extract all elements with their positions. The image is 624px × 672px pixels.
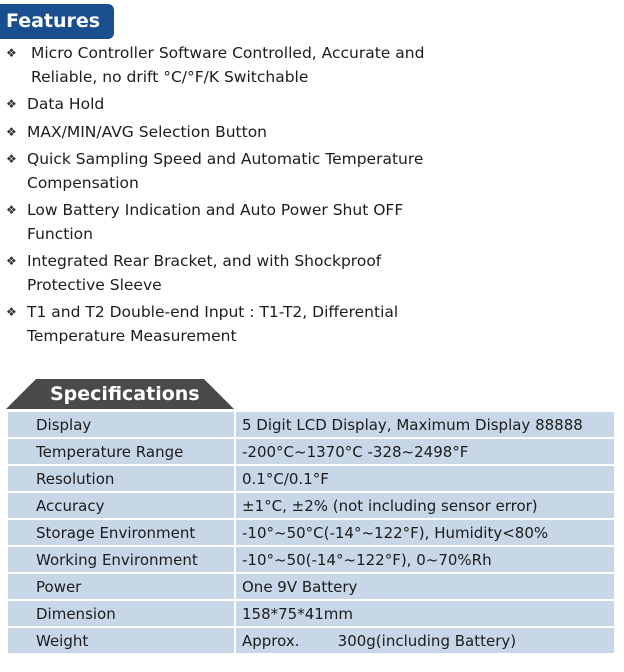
feature-item xyxy=(0,121,470,145)
feature-text-line: Function xyxy=(27,224,93,243)
spec-value: -200°C~1370°C -328~2498°F xyxy=(235,438,615,465)
table-row xyxy=(7,573,615,600)
feature-text-line: T1 and T2 Double-end Input : T1-T2, Differential xyxy=(27,303,399,321)
spec-value: 0.1°C/0.1°F xyxy=(235,465,615,492)
spec-label: Temperature Range xyxy=(7,438,235,465)
table-row xyxy=(7,465,615,492)
feature-text-line: Reliable, no drift °C/°F/K Switchable xyxy=(31,67,309,86)
diamond-bullet-icon: ❖ xyxy=(6,305,17,319)
spec-label: Dimension xyxy=(7,600,235,627)
spec-label: Weight xyxy=(7,627,235,654)
specifications-title: Specifications xyxy=(50,383,200,405)
diamond-bullet-icon: ❖ xyxy=(6,152,17,166)
diamond-bullet-icon: ❖ xyxy=(6,203,17,217)
diamond-bullet-icon: ❖ xyxy=(6,46,17,60)
feature-text-line: MAX/MIN/AVG Selection Button xyxy=(27,122,268,141)
table-row xyxy=(7,600,615,627)
spec-value: -10°~50°C(-14°~122°F), Humidity<80% xyxy=(235,519,615,546)
spec-value: 5 Digit LCD Display, Maximum Display 88888 xyxy=(235,411,615,438)
feature-text-line: Integrated Rear Bracket, and with Shockproof xyxy=(27,252,382,270)
feature-item xyxy=(0,93,470,117)
table-row xyxy=(7,546,615,573)
feature-text-line: Low Battery Indication and Auto Power Shut OFF xyxy=(27,201,404,219)
features-heading: Features xyxy=(0,4,114,39)
spec-value: ±1°C, ±2% (not including sensor error) xyxy=(235,492,615,519)
table-row xyxy=(7,411,615,438)
diamond-bullet-icon: ❖ xyxy=(6,254,17,268)
specifications-heading xyxy=(6,379,234,409)
spec-value: One 9V Battery xyxy=(235,573,615,600)
features-list xyxy=(0,42,470,352)
spec-label: Resolution xyxy=(7,465,235,492)
diamond-bullet-icon: ❖ xyxy=(6,124,17,139)
feature-text-line: Compensation xyxy=(27,173,139,192)
specifications-table xyxy=(6,410,616,655)
feature-text-line: Micro Controller Software Controlled, Accurate and xyxy=(31,44,425,62)
spec-label: Power xyxy=(7,573,235,600)
feature-item xyxy=(0,301,470,348)
feature-text-line: Quick Sampling Speed and Automatic Temperature xyxy=(27,150,424,168)
spec-label: Display xyxy=(7,411,235,438)
spec-value: 158*75*41mm xyxy=(235,600,615,627)
table-row xyxy=(7,627,615,654)
spec-label: Working Environment xyxy=(7,546,235,573)
spec-label: Storage Environment xyxy=(7,519,235,546)
spec-value: Approx. 300g(including Battery) xyxy=(235,627,615,654)
table-row xyxy=(7,492,615,519)
feature-item xyxy=(0,148,470,195)
feature-text-line: Temperature Measurement xyxy=(27,326,237,345)
feature-item xyxy=(0,42,470,89)
feature-text-line: Data Hold xyxy=(27,95,105,113)
spec-value: -10°~50(-14°~122°F), 0~70%Rh xyxy=(235,546,615,573)
feature-item xyxy=(0,250,470,297)
spec-label: Accuracy xyxy=(7,492,235,519)
diamond-bullet-icon: ❖ xyxy=(6,97,17,111)
table-row xyxy=(7,519,615,546)
table-row xyxy=(7,438,615,465)
feature-item xyxy=(0,199,470,246)
feature-text-line: Protective Sleeve xyxy=(27,275,162,294)
